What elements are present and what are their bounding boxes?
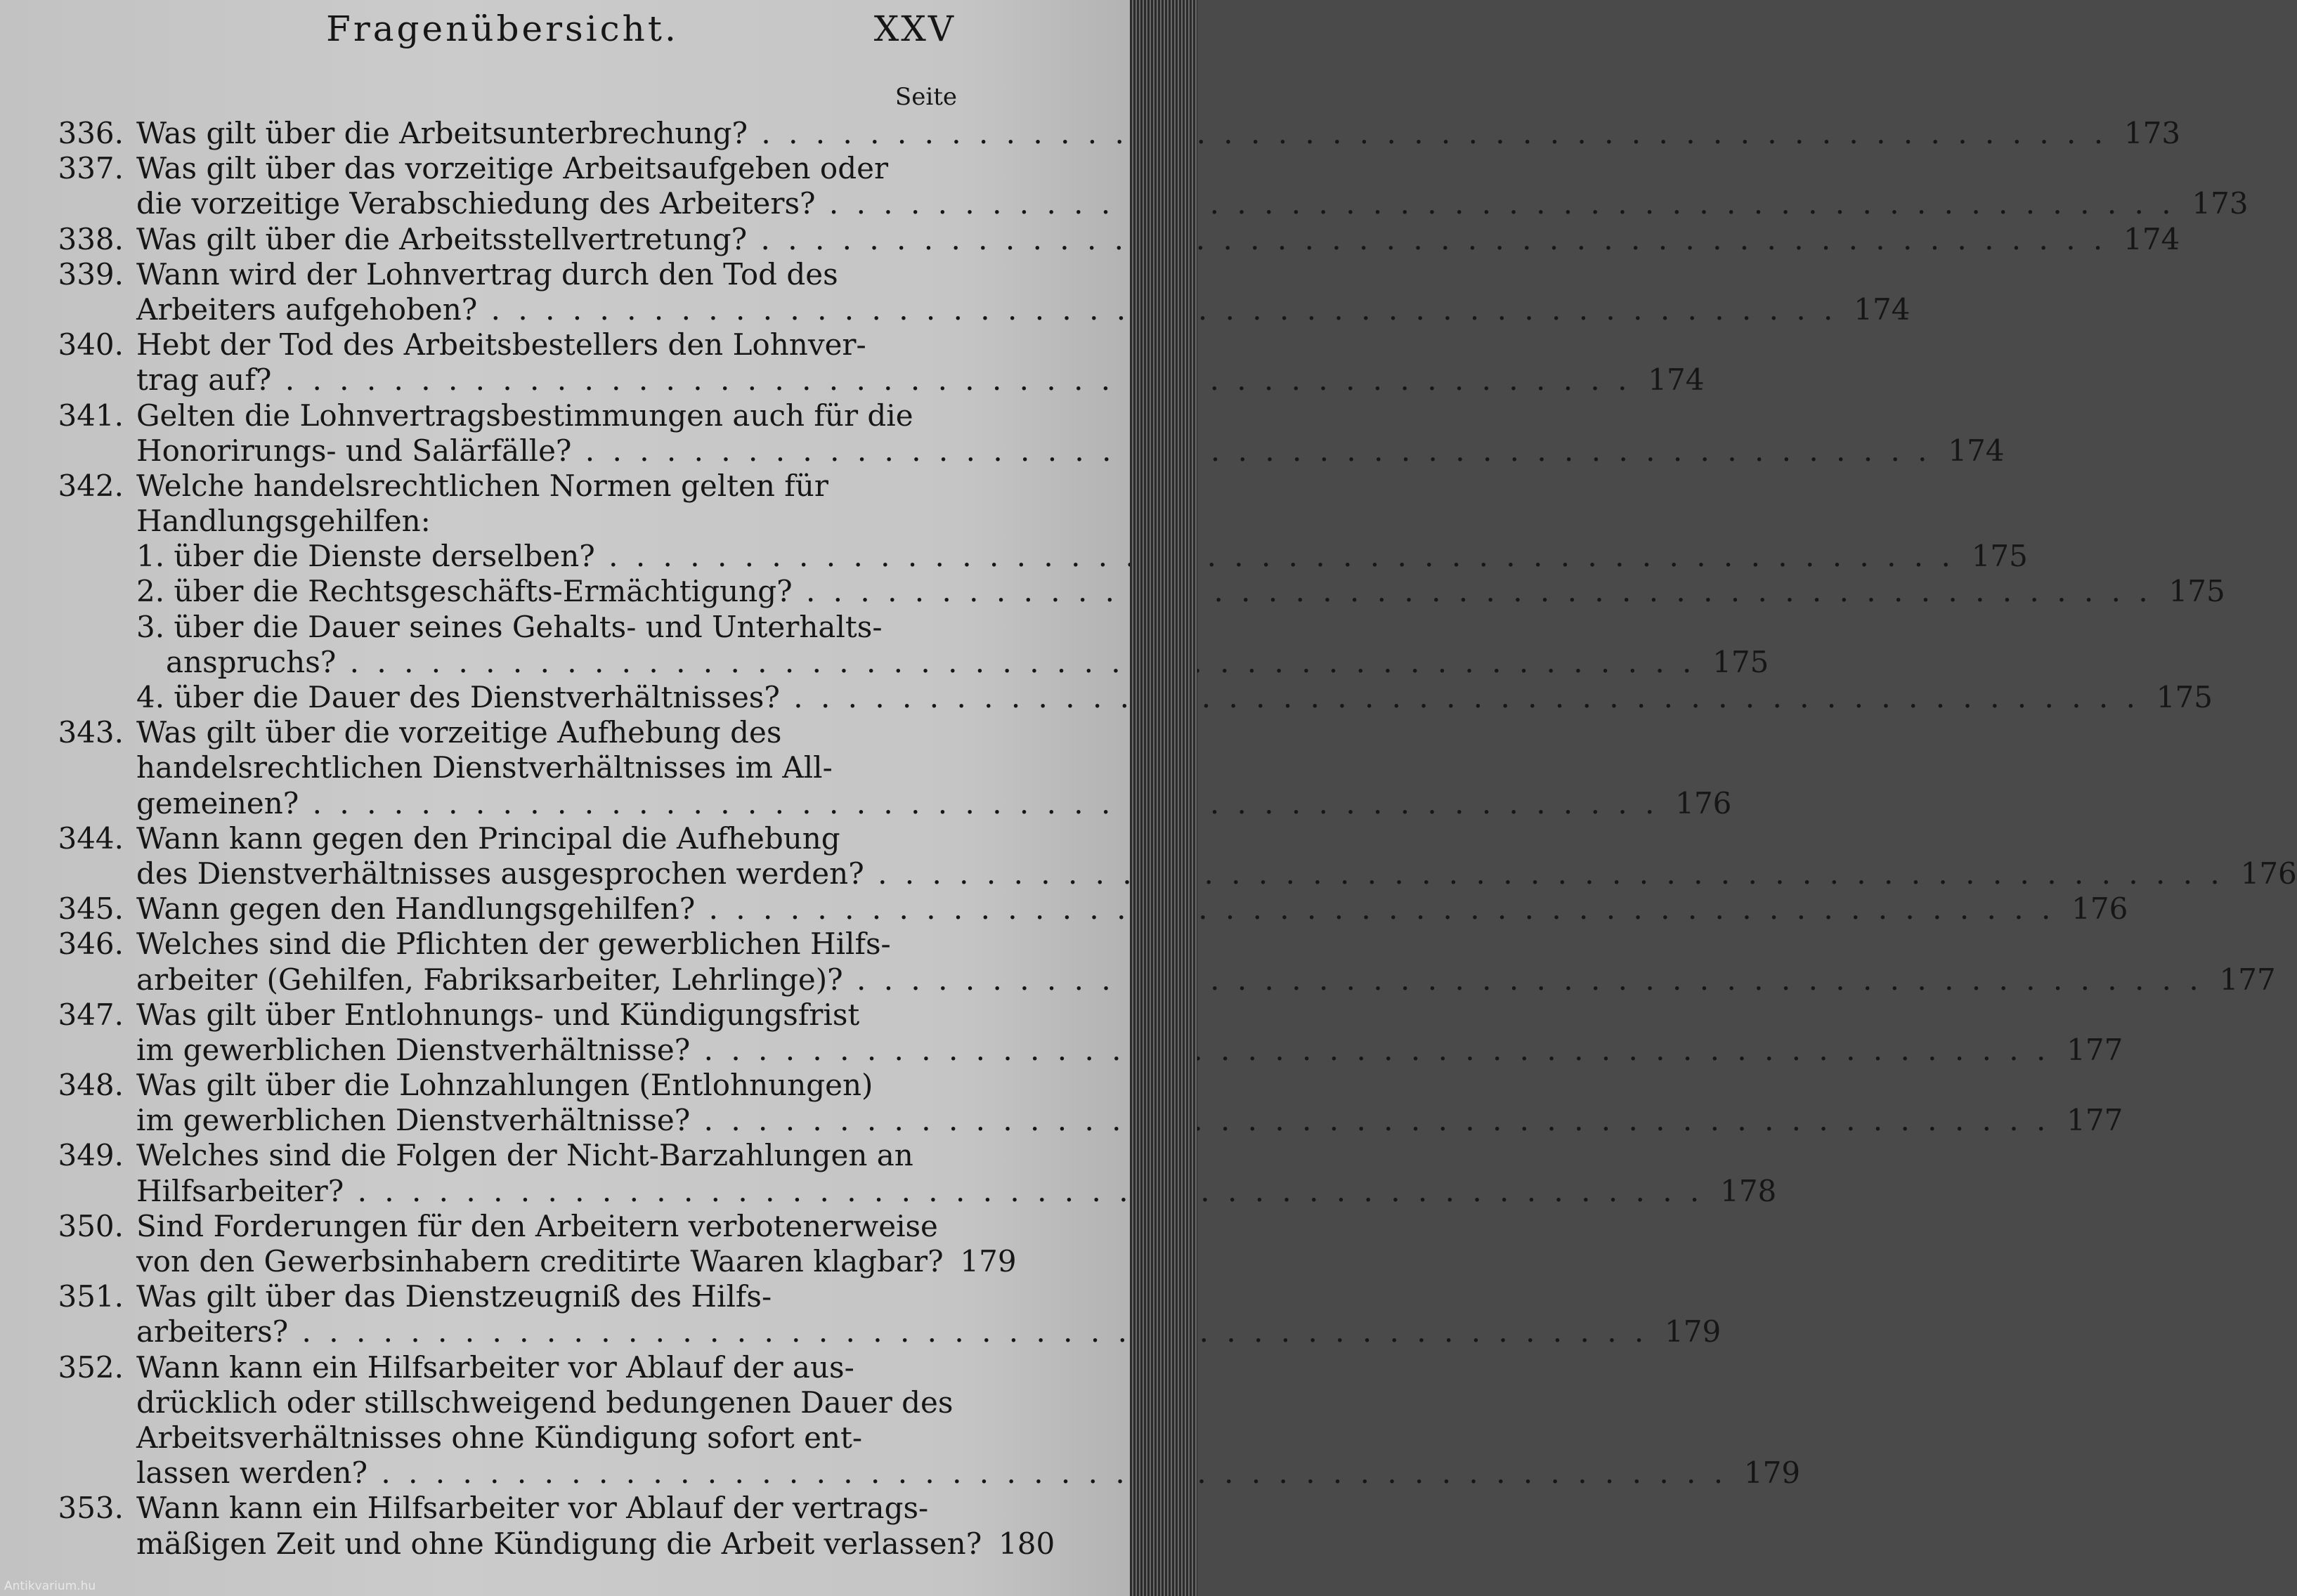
toc-line <box>46 1103 2123 1138</box>
question-text: Arbeiters aufgehoben? . . . <box>136 292 1837 327</box>
question-text: gemeinen? . . . <box>136 786 1658 821</box>
toc-line <box>46 292 1911 327</box>
page-title: Fragenübersicht. <box>326 8 679 49</box>
question-text: Was gilt über die Lohnzahlungen (Entlohnungen) <box>136 1068 873 1103</box>
question-text: Welche handelsrechtlichen Normen gelten für <box>136 468 828 503</box>
question-text: trag auf? . . . <box>136 362 1631 398</box>
toc-line <box>46 610 954 645</box>
question-number: 349. <box>58 1138 124 1173</box>
toc-line <box>46 962 2276 998</box>
question-text: lassen werden? . . . <box>136 1456 1727 1491</box>
page-reference: 174 <box>1648 362 1705 398</box>
toc-line <box>46 644 1769 680</box>
toc-line <box>46 116 2181 151</box>
toc-line <box>46 504 954 539</box>
toc-line <box>46 1350 954 1385</box>
toc-line <box>46 327 954 362</box>
toc-entry <box>46 820 2297 891</box>
question-text: Hilfsarbeiter? . . . <box>136 1174 1703 1209</box>
question-number: 343. <box>58 715 124 750</box>
page-reference: 175 <box>1712 644 1769 679</box>
question-number: 340. <box>58 327 124 362</box>
toc-entry <box>46 116 2181 151</box>
question-number: 351. <box>58 1279 124 1314</box>
toc-entry <box>46 151 2249 221</box>
toc-line <box>46 574 2225 609</box>
question-number: 344. <box>58 820 124 856</box>
toc-entry <box>46 221 2180 257</box>
page-reference: 179 <box>1743 1456 1801 1491</box>
question-number: 345. <box>58 891 124 927</box>
toc-line <box>46 362 1705 398</box>
question-text: Was gilt über Entlohnungs- und Kündigungsfrist <box>136 997 860 1032</box>
page-column-label: Seite <box>894 83 957 111</box>
question-text: im gewerblichen Dienstverhältnisse? . . . <box>136 1033 2050 1068</box>
toc-entry <box>46 927 2276 997</box>
page-reference: 174 <box>1854 292 1911 327</box>
question-text: 3. über die Dauer seines Gehalts- und Unterhalts- <box>136 609 883 644</box>
toc-line <box>46 1456 1801 1491</box>
question-text: mäßigen Zeit und ohne Kündigung die Arbeit verlassen? <box>136 1526 982 1561</box>
question-text: Wann wird der Lohnvertrag durch den Tod des <box>136 256 838 292</box>
toc-line <box>46 433 2005 469</box>
page-reference: 176 <box>1675 785 1732 820</box>
question-number: 353. <box>58 1491 124 1526</box>
page-reference: 180 <box>998 1526 1055 1561</box>
toc-line <box>46 927 954 962</box>
toc-entry <box>46 997 2123 1068</box>
question-list <box>46 116 2297 1562</box>
question-text: Gelten die Lohnvertragsbestimmungen auch für die <box>136 398 913 433</box>
question-text: Handlungsgehilfen: <box>136 504 431 539</box>
question-text: Welches sind die Pflichten der gewerblichen Hilfs- <box>136 927 891 962</box>
toc-line <box>46 1173 1777 1209</box>
question-text: handelsrechtlichen Dienstverhältnisses im All- <box>136 750 833 785</box>
page-reference: 178 <box>1720 1173 1777 1208</box>
toc-entry <box>46 398 2005 469</box>
question-text: im gewerblichen Dienstverhältnisse? . . . <box>136 1103 2050 1138</box>
toc-line <box>46 539 2028 574</box>
question-number: 339. <box>58 256 124 292</box>
question-number: 338. <box>58 221 124 256</box>
toc-line <box>46 1279 954 1314</box>
question-number: 337. <box>58 151 124 186</box>
page-reference: 175 <box>2168 574 2225 609</box>
page-reference: 179 <box>960 1244 1017 1278</box>
toc-entry <box>46 468 2225 715</box>
toc-line <box>46 469 954 504</box>
page-reference: 177 <box>2067 1103 2123 1138</box>
toc-line <box>46 998 954 1033</box>
toc-line <box>46 1385 954 1420</box>
question-text: Was gilt über das Dienstzeugniß des Hilfs- <box>136 1279 772 1314</box>
toc-entry <box>46 1349 1801 1491</box>
question-text: Wann kann ein Hilfsarbeiter vor Ablauf der vertrags- <box>136 1491 929 1526</box>
toc-line <box>46 891 2128 927</box>
roman-page-number: XXV <box>873 8 956 49</box>
question-text: Was gilt über das vorzeitige Arbeitsaufgeben oder <box>136 151 889 186</box>
question-text: 2. über die Rechtsgeschäfts-Ermächtigung? . . . <box>136 574 2152 609</box>
question-text: 1. über die Dienste derselben? . . . <box>136 539 1955 574</box>
toc-line <box>46 821 954 856</box>
question-number: 350. <box>58 1208 124 1243</box>
question-number: 336. <box>58 116 124 150</box>
toc-line <box>46 1068 954 1103</box>
question-text: anspruchs? . . . <box>136 645 1696 680</box>
watermark: Antikvarium.hu <box>4 1579 96 1593</box>
page-edges <box>1130 0 1197 1596</box>
toc-line <box>46 680 2213 715</box>
toc-line <box>46 151 954 186</box>
question-text: Wann gegen den Handlungsgehilfen? . . . <box>136 891 2055 927</box>
toc-entry <box>46 1068 2123 1138</box>
page-reference: 179 <box>1665 1314 1722 1349</box>
question-text: von den Gewerbsinhabern creditirte Waaren klagbar? <box>136 1244 944 1278</box>
question-text: Hebt der Tod des Arbeitsbestellers den Lohnver- <box>136 327 866 362</box>
toc-line <box>46 715 954 750</box>
question-number: 341. <box>58 398 124 433</box>
toc-line <box>46 221 2180 257</box>
toc-line <box>46 257 954 292</box>
question-text: die vorzeitige Verabschiedung des Arbeiters? . . . <box>136 186 2175 221</box>
toc-line <box>46 398 954 433</box>
page-reference: 173 <box>2192 186 2249 221</box>
question-text: drücklich oder stillschweigend bedungenen Dauer des <box>136 1385 954 1420</box>
page-reference: 174 <box>2123 221 2180 256</box>
page-reference: 176 <box>2240 856 2297 891</box>
question-number: 342. <box>58 468 124 503</box>
toc-entry <box>46 891 2128 927</box>
toc-line <box>46 1526 1055 1562</box>
toc-entry <box>46 256 1911 327</box>
question-text: arbeiter (Gehilfen, Fabriksarbeiter, Lehrlinge)? . . . <box>136 962 2203 998</box>
toc-line <box>46 785 1732 821</box>
question-text: Was gilt über die Arbeitsunterbrechung? . . . <box>136 116 2107 151</box>
question-number: 347. <box>58 997 124 1032</box>
toc-line <box>46 1244 1017 1279</box>
question-text: 4. über die Dauer des Dienstverhältnisses? . . . <box>136 680 2140 715</box>
question-text: arbeiters? . . . <box>136 1314 1648 1349</box>
toc-line <box>46 856 2297 891</box>
question-text: Honorirungs- und Salärfälle? . . . <box>136 433 1932 469</box>
question-number: 346. <box>58 927 124 962</box>
question-text: Welches sind die Folgen der Nicht-Barzahlungen an <box>136 1138 913 1173</box>
toc-line <box>46 1420 954 1456</box>
toc-entry <box>46 1491 1055 1561</box>
toc-line <box>46 1209 954 1244</box>
question-text: Was gilt über die Arbeitsstellvertretung? . . . <box>136 222 2107 257</box>
toc-line <box>46 1032 2123 1068</box>
question-text: Was gilt über die vorzeitige Aufhebung des <box>136 715 782 750</box>
toc-entry <box>46 1138 1777 1208</box>
page-reference: 174 <box>1948 433 2005 468</box>
page-reference: 175 <box>2156 680 2213 714</box>
toc-line <box>46 1138 954 1173</box>
question-text: Wann kann ein Hilfsarbeiter vor Ablauf der aus- <box>136 1349 854 1385</box>
toc-line <box>46 1491 954 1526</box>
toc-entry <box>46 715 1732 821</box>
toc-line <box>46 1314 1722 1349</box>
page-reference: 176 <box>2071 891 2128 927</box>
question-text: Sind Forderungen für den Arbeitern verbotenerweise <box>136 1208 938 1243</box>
toc-entry <box>46 1279 1722 1349</box>
page-reference: 175 <box>1971 539 2028 574</box>
page-reference: 173 <box>2123 116 2181 150</box>
question-number: 352. <box>58 1349 124 1385</box>
page-reference: 177 <box>2219 962 2276 997</box>
toc-entry <box>46 1208 1017 1279</box>
page-reference: 177 <box>2067 1032 2123 1067</box>
question-text: Arbeitsverhältnisses ohne Kündigung sofort ent- <box>136 1420 863 1455</box>
toc-line <box>46 186 2249 221</box>
toc-entry <box>46 327 1705 398</box>
toc-line <box>46 750 954 785</box>
question-text: des Dienstverhältnisses ausgesprochen werden? . . . <box>136 856 2224 891</box>
question-text: Wann kann gegen den Principal die Aufhebung <box>136 820 840 856</box>
question-number: 348. <box>58 1068 124 1103</box>
